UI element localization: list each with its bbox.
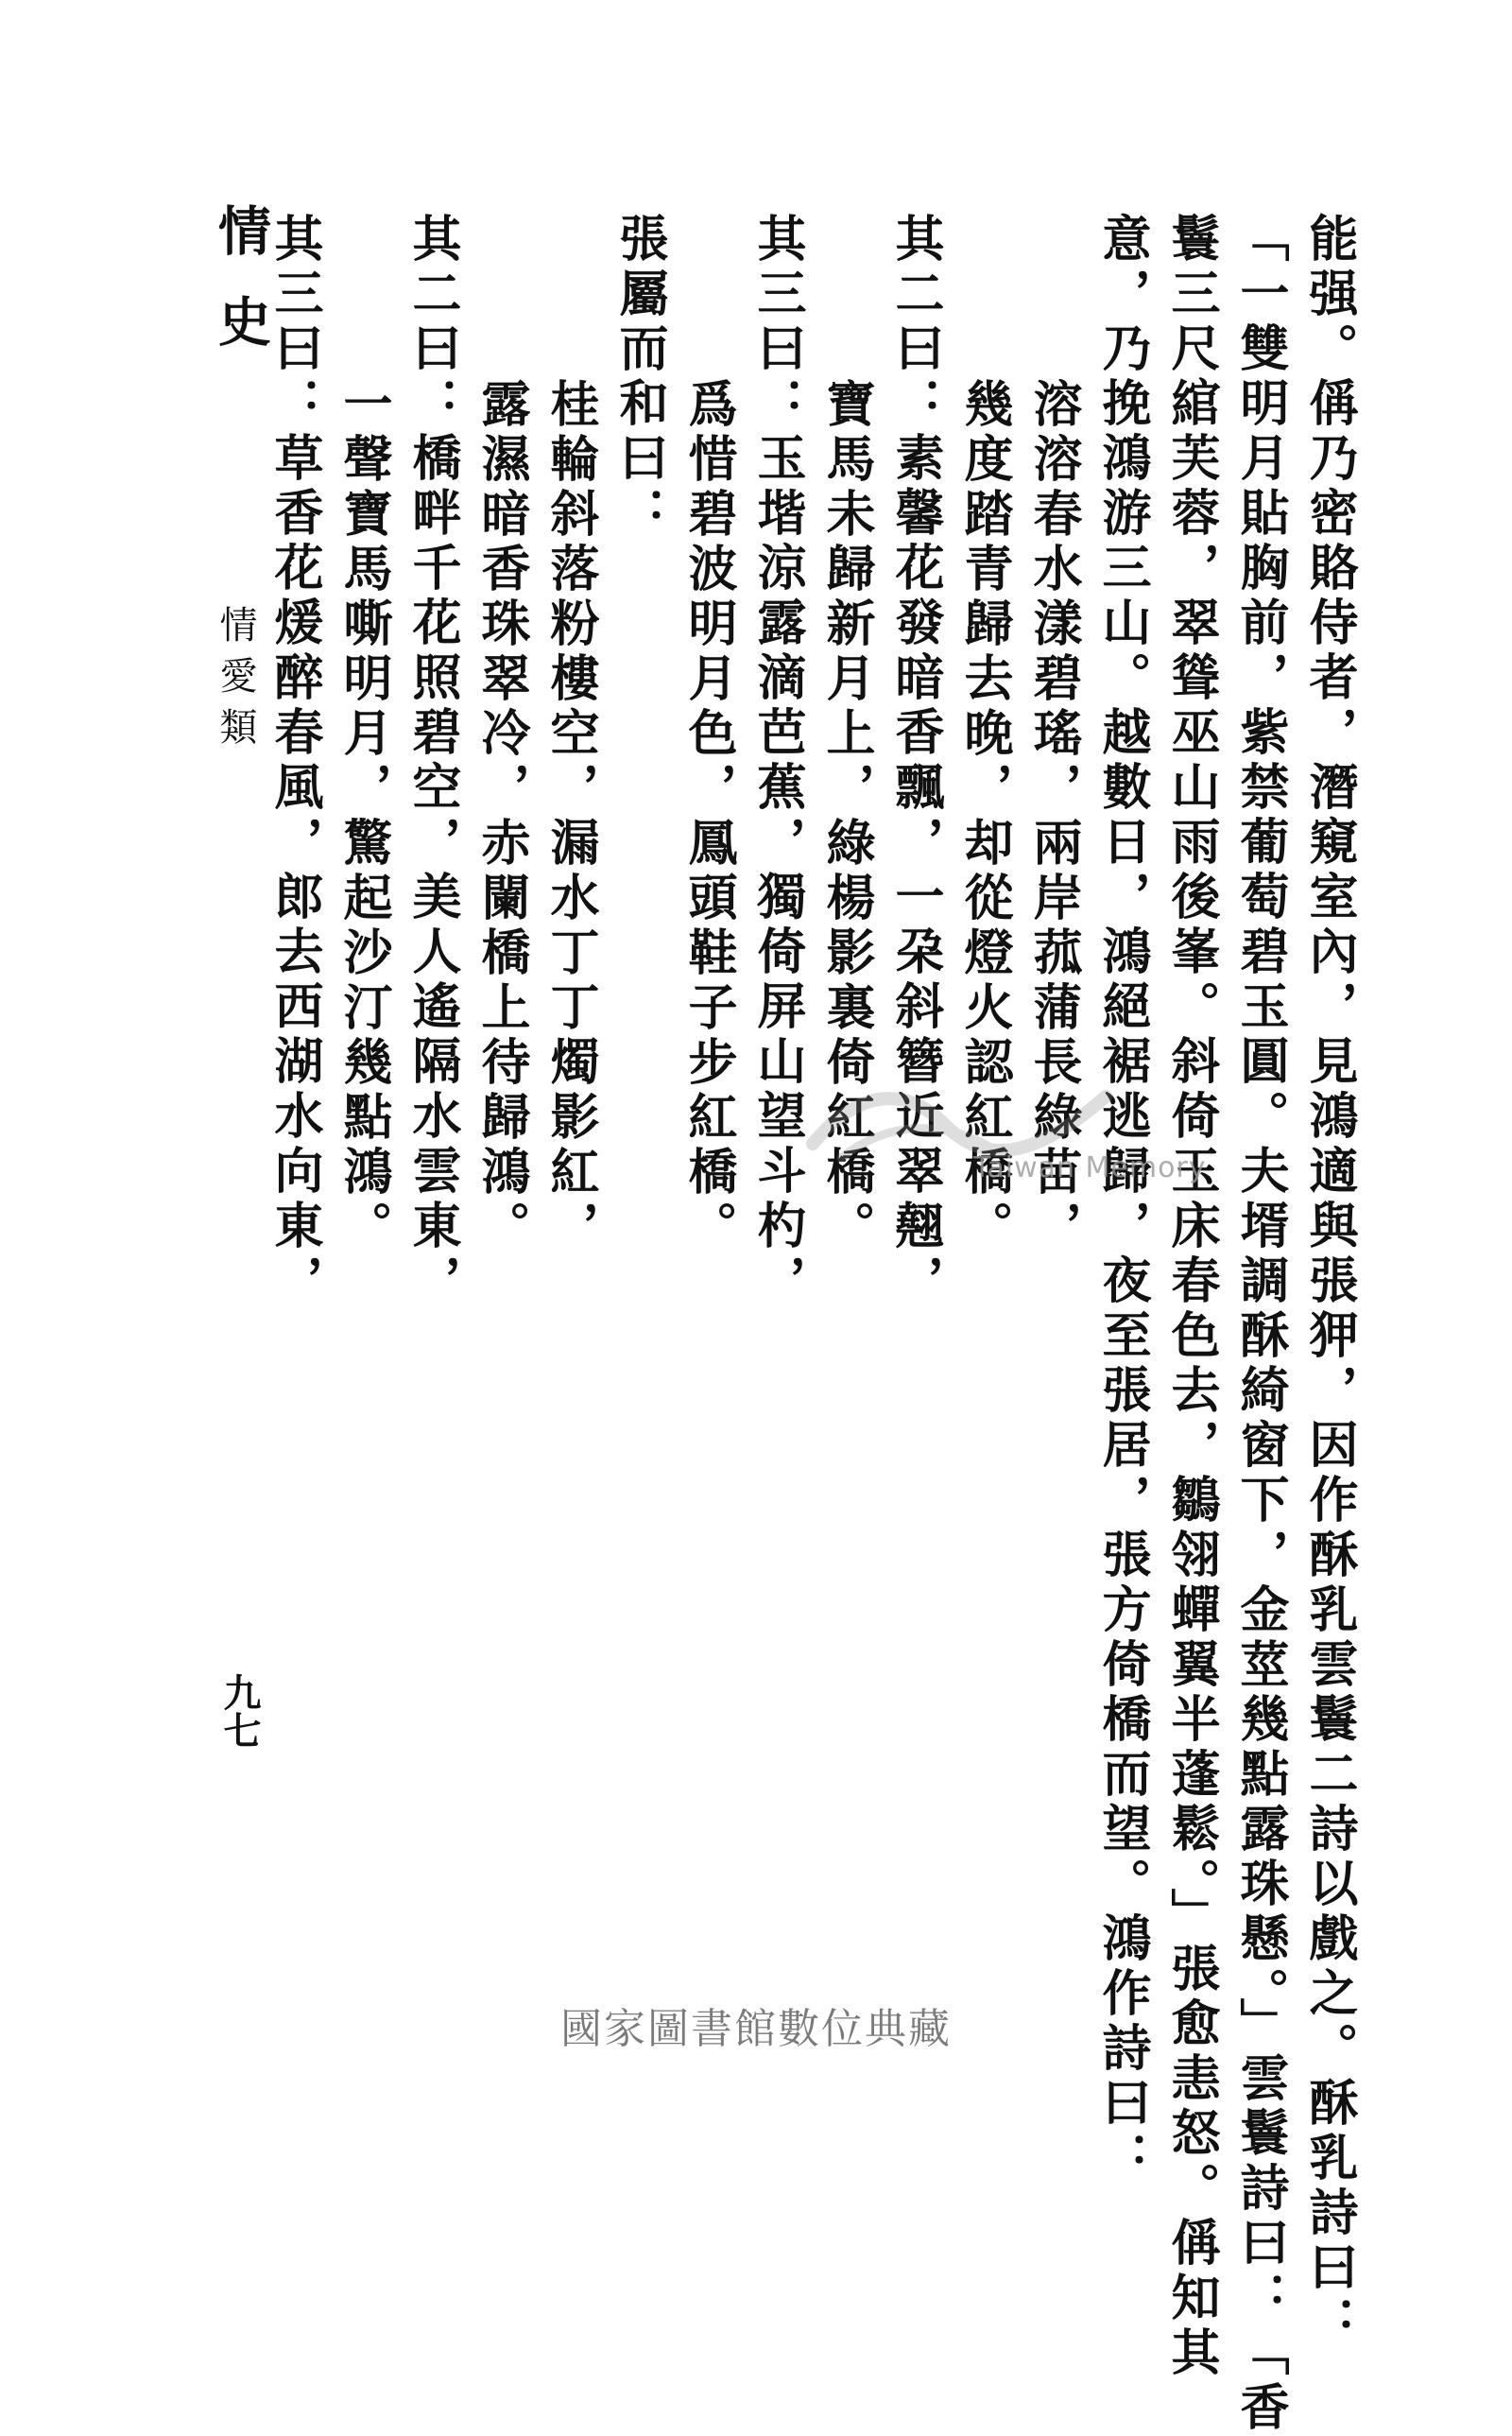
text-column-5: 溶溶春水漾碧瑤，兩岸菰蒲長綠苗，	[1024, 378, 1082, 1255]
text-column-11: 張屬而和曰：	[610, 213, 668, 542]
text-column-15: 一聲寶馬嘶明月，驚起沙汀幾點鴻。	[335, 378, 392, 1255]
text-column-14: 其二曰：橋畔千花照碧空，美人遙隔水雲東，	[404, 213, 461, 1309]
text-column-16: 其三曰：草香花煖醉春風，郎去西湖水向東，	[266, 213, 323, 1309]
text-column-8: 寶馬未歸新月上，綠楊影裏倚紅橋。	[817, 378, 875, 1255]
text-column-13: 露濕暗香珠翠冷，赤闌橋上待歸鴻。	[472, 378, 530, 1255]
text-column-9: 其三曰：玉堦涼露滴芭蕉，獨倚屏山望斗杓，	[748, 213, 806, 1309]
text-column-2: 「一雙明月貼胸前，紫禁葡萄碧玉圓。夫壻調酥綺窗下，金莖幾點露珠懸。」雲鬟詩曰：「香	[1231, 213, 1289, 2436]
page-number: 九七	[217, 1673, 262, 1749]
watermark-text: Taiwan Memory	[973, 1151, 1207, 1184]
text-column-4: 意，乃挽鴻游三山。越數日，鴻絕裾逃歸，夜至張居，張方倚橋而望。鴻作詩曰：	[1093, 213, 1151, 2186]
text-column-3: 鬟三尺綰芙蓉，翠聳巫山雨後峯。斜倚玉床春色去，鶵翎蟬翼半蓬鬆。」張愈恚怒。偁知其	[1162, 213, 1220, 2381]
text-column-6: 幾度踏青歸去晚，却從燈火認紅橋。	[955, 378, 1013, 1255]
running-header-title: 情史	[210, 203, 272, 385]
text-column-1: 能强。偁乃密賂侍者，潛窺室內，見鴻適與張狎，因作酥乳雲鬟二詩以戲之。酥乳詩曰：	[1300, 213, 1358, 2351]
running-header-subtitle: 情愛類	[214, 605, 257, 758]
text-column-7: 其二曰：素馨花發暗香飄，一朶斜簪近翠翹，	[886, 213, 944, 1309]
text-column-12: 桂輪斜落粉樓空，漏水丁丁燭影紅，	[541, 378, 599, 1255]
footer-source: 國家圖書館數位典藏	[560, 2005, 952, 2053]
text-column-10: 爲惜碧波明月色，鳳頭鞋子步紅橋。	[679, 378, 737, 1255]
